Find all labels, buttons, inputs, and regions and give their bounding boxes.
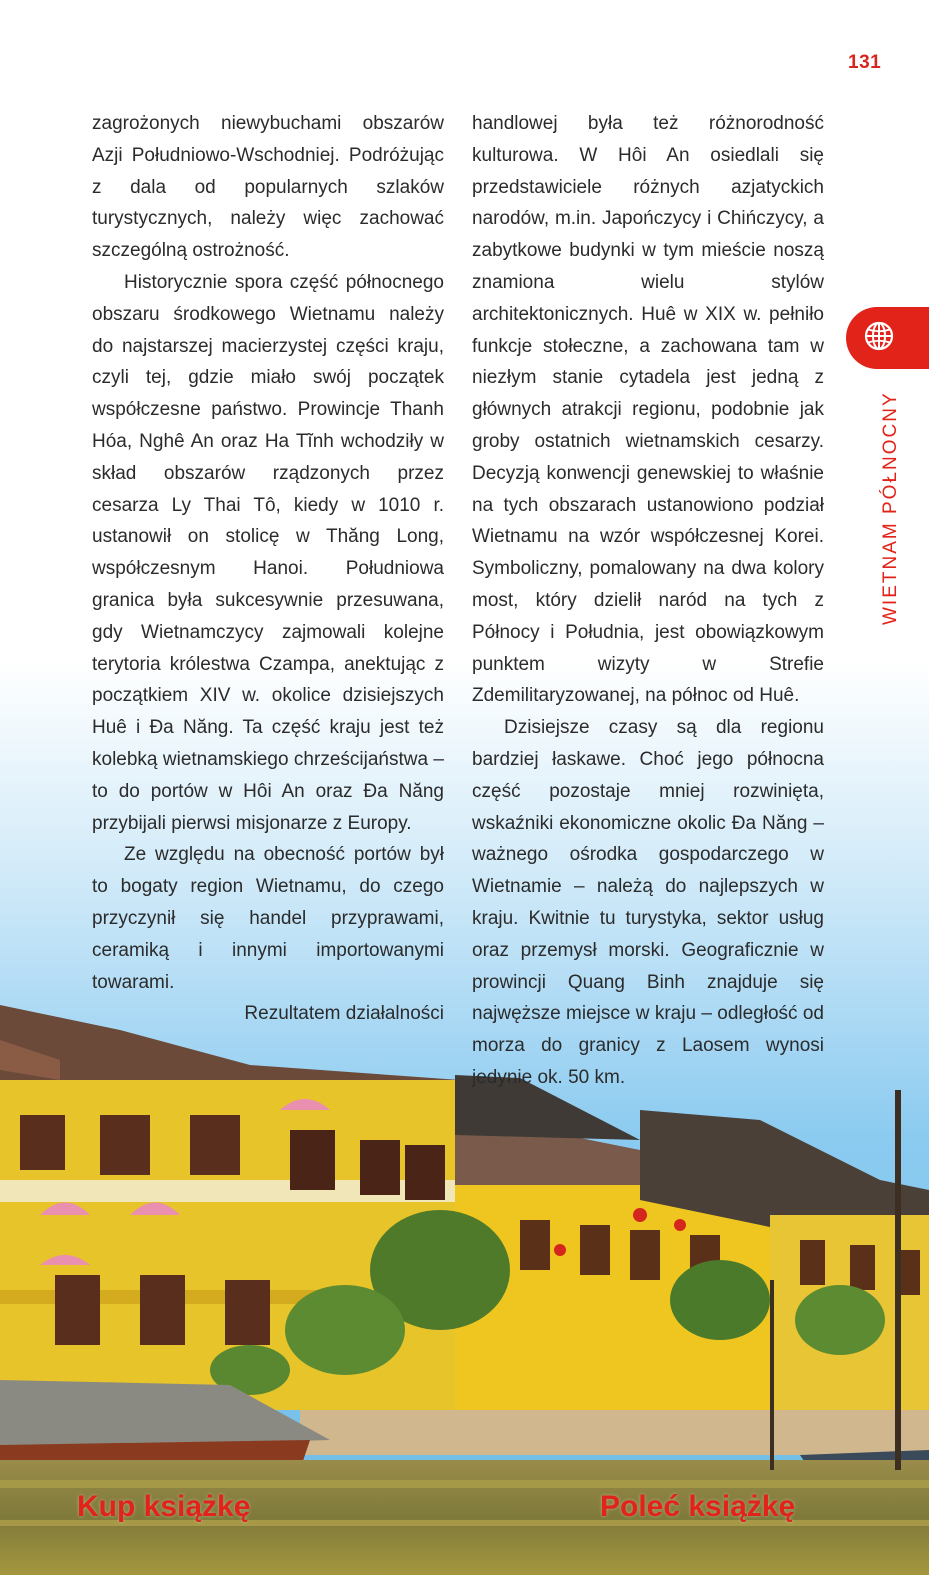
recommend-book-button[interactable]: Poleć książkę: [600, 1490, 796, 1523]
paragraph: zagrożonych niewybuchami obszarów Azji Południowo-Wschodniej. Podróżując z dala od popularnych szlaków turystycznych, należy więc zachować szczególną ostrożność.: [92, 113, 444, 262]
left-column: [92, 108, 444, 1030]
right-column: [472, 108, 824, 1094]
paragraph: Ze względu na obecność portów był to bogaty region Wietnamu, do czego przyczynił się handel przyprawami, ceramiką i innymi importowanymi towarami.: [92, 844, 444, 993]
paragraph: Dzisiejsze czasy są dla regionu bardziej łaskawe. Choć jego północna część pozostaje mniej rozwinięta, wskaźniki ekonomiczne okolic Đa Năng – ważnego ośrodka gospodarczego w Wietnamie – należą do najlepszych w kraju. Kwitnie tu turystyka, sektor usług oraz przemysł morski. Geograficznie w prowincji Quang Binh znajduje się najwęższe miejsce w kraju – odległość od morza do granicy z Laosem wynosi jedynie ok. 50 km.: [472, 717, 824, 1088]
section-label: WIETNAM PÓŁNOCNY: [880, 391, 901, 625]
buy-book-button[interactable]: Kup książkę: [77, 1490, 251, 1523]
paragraph: handlowej była też różnorodność kulturowa. W Hôi An osiedlali się przedstawiciele różnych azjatyckich narodów, m.in. Japończycy i Chińczycy, a zabytkowe budynki w tym mieście noszą znamiona wielu stylów architektonicznych. Huê w XIX w. pełniło funkcje stołeczne, a zachowana tam w niezłym stanie cytadela jest jedną z głównych atrakcji regionu, podobnie jak groby ostatnich wietnamskich cesarzy. Decyzją konwencji genewskiej to właśnie na tych obszarach ustanowiono podział Wietnamu na wzór współczesnej Korei. Symboliczny, pomalowany na dwa kolory most, który dzielił naród na tych z Północy i Południa, jest obowiązkowym punktem wizyty w Strefie Zdemilitaryzowanej, na północ od Huê.: [472, 113, 824, 707]
paragraph: Historycznie spora część północnego obszaru środkowego Wietnamu należy do najstarszej macierzystej części kraju, czyli tej, gdzie miało swój początek współczesne państwo. Prowincje Thanh Hóa, Nghê An oraz Ha Tĩnh wchodziły w skład obszarów rządzonych przez cesarza Ly Thai Tô, kiedy w 1010 r. ustanowił on stolicę w Thăng Long, współczesnym Hanoi. Południowa granica była sukcesywnie przesuwana, gdy Wietnamczycy zajmowali kolejne terytoria królestwa Czampa, anektując z początkiem XIV w. okolice dzisiejszych Huê i Đa Năng. Ta część kraju jest też kolebką wietnamskiego chrześcijaństwa – to do portów w Hôi An oraz Đa Năng przybijali pierwsi misjonarze z Europy.: [92, 271, 444, 834]
page-number: 131: [848, 52, 882, 73]
section-tab: [846, 307, 929, 369]
globe-icon: [864, 321, 894, 351]
paragraph: Rezultatem działalności: [244, 1003, 444, 1025]
